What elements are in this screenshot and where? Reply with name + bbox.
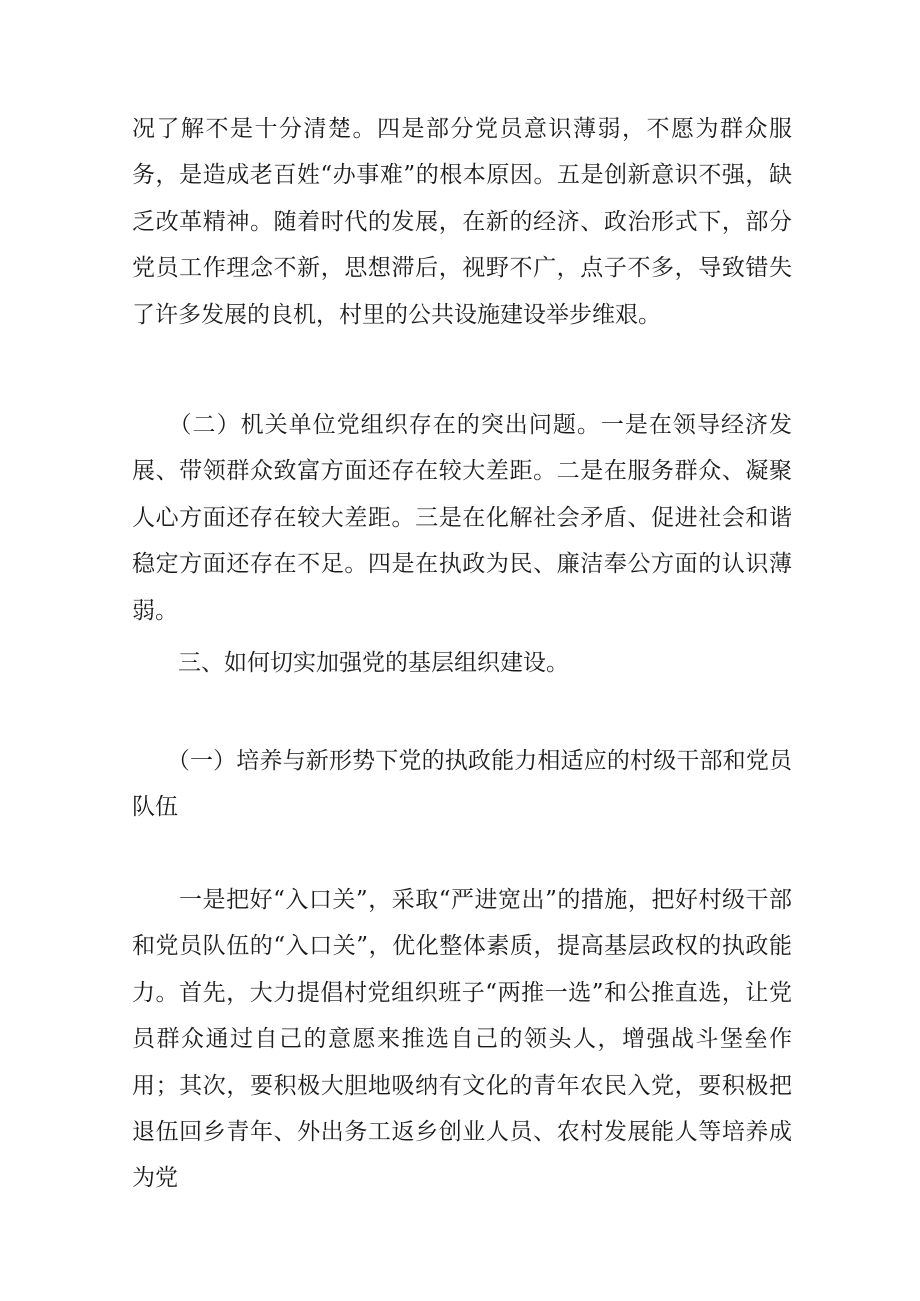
paragraph-section-two-government-units: （二）机关单位党组织存在的突出问题。一是在领导经济发展、带领群众致富方面还存在较大差距。二是在服务群众、凝聚人心方面还存在较大差距。三是在化解社会矛盾、促进社会和谐稳定方面还存在不足。四是在执政为民、廉洁奉公方面的认识薄弱。 <box>132 412 792 624</box>
paragraph-entry-gate: 一是把好“入口关”，采取“严进宽出”的措施，把好村级干部和党员队伍的“入口关”，优化整体素质，提高基层政权的执政能力。首先，大力提倡村党组织班子“两推一选”和公推直选，让党员群众通过自己的意愿来推选自己的领头人，增强战斗堡垒作用；其次，要积极大胆地吸纳有文化的青年农民入党，要积极把退伍回乡青年、外出务工返乡创业人员、农村发展能人等培养成为党 <box>132 887 792 1192</box>
paragraph-problems-continued: 况了解不是十分清楚。四是部分党员意识薄弱，不愿为群众服务，是造成老百姓“办事难”的根本原因。五是创新意识不强，缺乏改革精神。随着时代的发展，在新的经济、政治形式下，部分党员工作理念不新，思想滞后，视野不广，点子不多，导致错失了许多发展的良机，村里的公共设施建设举步维艰。 <box>132 116 792 328</box>
heading-subsection-one: （一）培养与新形势下党的执政能力相适应的村级干部和党员队伍 <box>132 748 792 821</box>
heading-section-three: 三、如何切实加强党的基层组织建设。 <box>132 650 569 676</box>
